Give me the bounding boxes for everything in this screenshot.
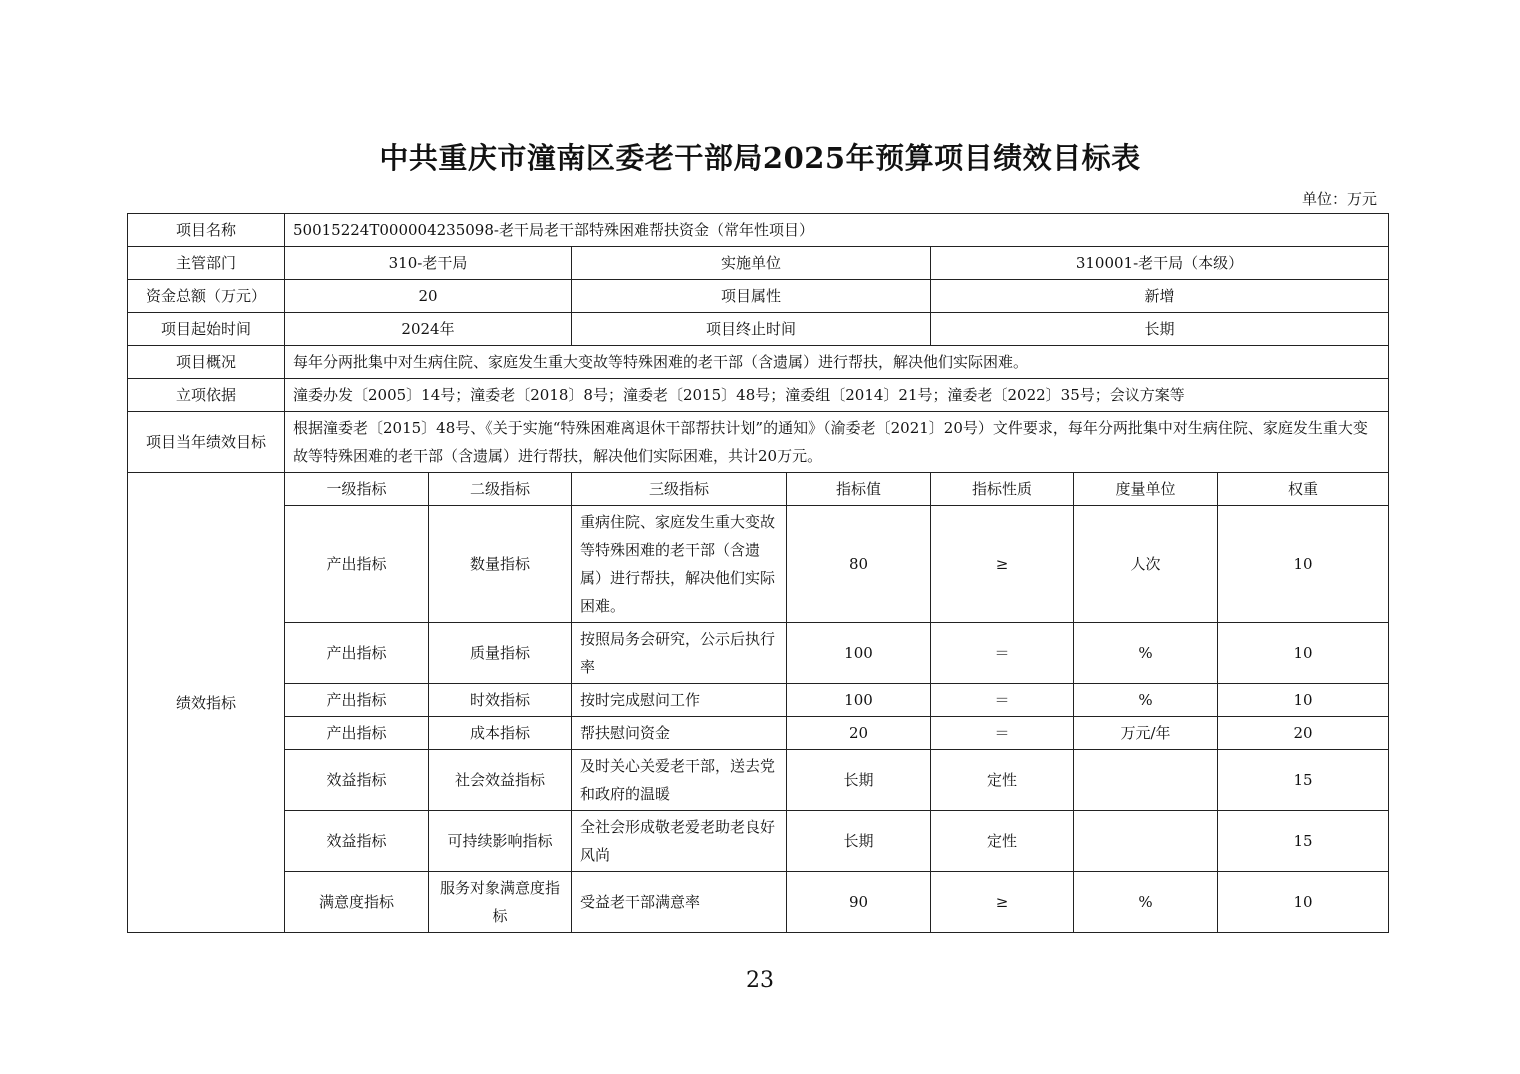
l3-cell: 按时完成慰问工作 xyxy=(572,684,787,717)
table-row xyxy=(128,811,1389,872)
l1-cell: 产出指标 xyxy=(285,684,429,717)
table-row xyxy=(128,750,1389,811)
header-cell: 一级指标 xyxy=(285,473,429,506)
header-cell: 指标值 xyxy=(787,473,931,506)
dept-label: 主管部门 xyxy=(128,247,285,280)
l2-cell: 社会效益指标 xyxy=(429,750,572,811)
nature-cell: ＝ xyxy=(931,717,1074,750)
basis-label: 立项依据 xyxy=(128,379,285,412)
unit-cell: % xyxy=(1074,623,1218,684)
l3-cell: 全社会形成敬老爱老助老良好风尚 xyxy=(572,811,787,872)
row-dept xyxy=(128,247,1389,280)
nature-cell: ≥ xyxy=(931,506,1074,623)
row-overview xyxy=(128,346,1389,379)
goal-value: 根据潼委老〔2015〕48号、《关于实施“特殊困难离退休干部帮扶计划”的通知》（渝委老〔2021〕20号）文件要求，每年分两批集中对生病住院、家庭发生重大变故等特殊困难的老干部（含遗属）进行帮扶，解决他们实际困难，共计20万元。 xyxy=(285,412,1389,473)
l3-cell: 重病住院、家庭发生重大变故等特殊困难的老干部（含遗属）进行帮扶，解决他们实际困难。 xyxy=(572,506,787,623)
unit-cell: % xyxy=(1074,684,1218,717)
weight-cell: 20 xyxy=(1218,717,1389,750)
perf-header-row xyxy=(128,473,1389,506)
fund-label: 资金总额（万元） xyxy=(128,280,285,313)
l2-cell: 质量指标 xyxy=(429,623,572,684)
header-cell: 指标性质 xyxy=(931,473,1074,506)
value-cell: 100 xyxy=(787,623,931,684)
attr-label: 项目属性 xyxy=(572,280,931,313)
page-number: 23 xyxy=(746,968,774,993)
nature-cell: ＝ xyxy=(931,623,1074,684)
unit-cell: % xyxy=(1074,872,1218,933)
l2-cell: 时效指标 xyxy=(429,684,572,717)
performance-table xyxy=(127,213,1389,933)
start-value: 2024年 xyxy=(285,313,572,346)
impl-label: 实施单位 xyxy=(572,247,931,280)
value-cell: 100 xyxy=(787,684,931,717)
attr-value: 新增 xyxy=(931,280,1389,313)
nature-cell: ＝ xyxy=(931,684,1074,717)
value-cell: 90 xyxy=(787,872,931,933)
dept-value: 310-老干局 xyxy=(285,247,572,280)
overview-label: 项目概况 xyxy=(128,346,285,379)
weight-cell: 10 xyxy=(1218,506,1389,623)
unit-cell: 人次 xyxy=(1074,506,1218,623)
nature-cell: 定性 xyxy=(931,811,1074,872)
impl-value: 310001-老干局（本级） xyxy=(931,247,1389,280)
value-cell: 20 xyxy=(787,717,931,750)
header-cell: 二级指标 xyxy=(429,473,572,506)
l1-cell: 效益指标 xyxy=(285,811,429,872)
value-cell: 长期 xyxy=(787,811,931,872)
row-fund xyxy=(128,280,1389,313)
weight-cell: 15 xyxy=(1218,811,1389,872)
unit-label: 单位：万元 xyxy=(1301,190,1377,208)
weight-cell: 10 xyxy=(1218,623,1389,684)
l1-cell: 产出指标 xyxy=(285,506,429,623)
basis-value: 潼委办发〔2005〕14号；潼委老〔2018〕8号；潼委老〔2015〕48号；潼委组〔2014〕21号；潼委老〔2022〕35号；会议方案等 xyxy=(285,379,1389,412)
l3-cell: 帮扶慰问资金 xyxy=(572,717,787,750)
l2-cell: 可持续影响指标 xyxy=(429,811,572,872)
l1-cell: 产出指标 xyxy=(285,623,429,684)
row-basis xyxy=(128,379,1389,412)
table-row xyxy=(128,717,1389,750)
l1-cell: 产出指标 xyxy=(285,717,429,750)
l2-cell: 成本指标 xyxy=(429,717,572,750)
page-title: 中共重庆市潼南区委老干部局2025年预算项目绩效目标表 xyxy=(379,141,1141,175)
header-cell: 三级指标 xyxy=(572,473,787,506)
l1-cell: 满意度指标 xyxy=(285,872,429,933)
value-cell: 长期 xyxy=(787,750,931,811)
weight-cell: 10 xyxy=(1218,684,1389,717)
row-goal xyxy=(128,412,1389,473)
project-name-label: 项目名称 xyxy=(128,214,285,247)
header-cell: 度量单位 xyxy=(1074,473,1218,506)
l2-cell: 服务对象满意度指标 xyxy=(429,872,572,933)
end-label: 项目终止时间 xyxy=(572,313,931,346)
goal-label: 项目当年绩效目标 xyxy=(128,412,285,473)
table-row xyxy=(128,872,1389,933)
unit-cell xyxy=(1074,750,1218,811)
weight-cell: 10 xyxy=(1218,872,1389,933)
l3-cell: 及时关心关爱老干部，送去党和政府的温暖 xyxy=(572,750,787,811)
value-cell: 80 xyxy=(787,506,931,623)
start-label: 项目起始时间 xyxy=(128,313,285,346)
l2-cell: 数量指标 xyxy=(429,506,572,623)
row-project-name xyxy=(128,214,1389,247)
unit-cell: 万元/年 xyxy=(1074,717,1218,750)
end-value: 长期 xyxy=(931,313,1389,346)
table-row xyxy=(128,684,1389,717)
l3-cell: 受益老干部满意率 xyxy=(572,872,787,933)
weight-cell: 15 xyxy=(1218,750,1389,811)
table-row xyxy=(128,506,1389,623)
perf-label: 绩效指标 xyxy=(128,473,285,933)
header-cell: 权重 xyxy=(1218,473,1389,506)
row-time xyxy=(128,313,1389,346)
l1-cell: 效益指标 xyxy=(285,750,429,811)
l3-cell: 按照局务会研究，公示后执行率 xyxy=(572,623,787,684)
project-name-value: 50015224T000004235098-老干局老干部特殊困难帮扶资金（常年性项目） xyxy=(285,214,1389,247)
nature-cell: ≥ xyxy=(931,872,1074,933)
nature-cell: 定性 xyxy=(931,750,1074,811)
unit-cell xyxy=(1074,811,1218,872)
fund-value: 20 xyxy=(285,280,572,313)
overview-value: 每年分两批集中对生病住院、家庭发生重大变故等特殊困难的老干部（含遗属）进行帮扶，解决他们实际困难。 xyxy=(285,346,1389,379)
table-row xyxy=(128,623,1389,684)
